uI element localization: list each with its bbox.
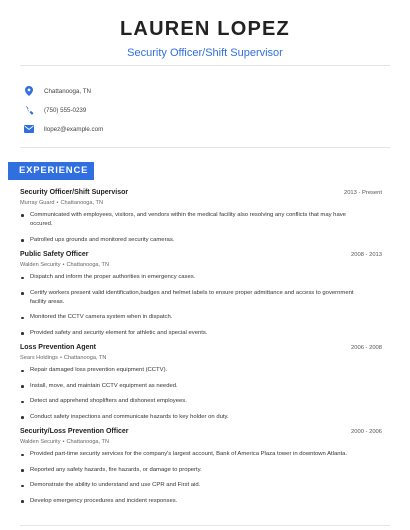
job-header xyxy=(20,344,382,354)
job-bullets xyxy=(20,450,382,506)
job-location: Chattanooga, TN xyxy=(66,262,109,269)
job-bullet: Install, move, and maintain CCTV equipment as needed. xyxy=(20,382,382,391)
job-location: Chattanooga, TN xyxy=(66,439,109,446)
location-text: Chattanooga, TN xyxy=(44,87,92,95)
job-bullet: Certify workers present valid identification,badges and helmet labels to ensure proper admittance and access to government facility areas. xyxy=(20,289,382,307)
job-bullet: Repair damaged loss prevention equipment (CCTV). xyxy=(20,366,382,375)
job-bullet: Monitored the CCTV camera system when in dispatch. xyxy=(20,313,382,322)
separator-dot: • xyxy=(56,200,59,206)
divider xyxy=(20,147,390,148)
job-dates: 2013 - Present xyxy=(343,190,382,196)
divider xyxy=(20,525,390,526)
job-title: Security/Loss Prevention Officer xyxy=(20,428,129,436)
job-bullets xyxy=(20,366,382,422)
job-bullet: Communicated with employees, visitors, and vendors within the medical facility also resolving any conflicts that may have occured. xyxy=(20,211,382,229)
job-dates: 2006 - 2008 xyxy=(351,345,382,352)
job-bullet: Provided part-time security services for the company's largest account, Bank of America Plaza tower in downtown Atlanta. xyxy=(20,450,382,459)
job-bullet: Provided safety and security element for athletic and special events. xyxy=(20,329,382,338)
separator-dot: • xyxy=(62,262,65,269)
job-title: Public Safety Officer xyxy=(20,251,89,259)
location-pin-icon xyxy=(22,84,36,98)
job-bullet: Develop emergency procedures and incident responses. xyxy=(20,497,382,506)
candidate-name: LAUREN LOPEZ xyxy=(120,18,290,40)
phone-text: (750) 555-0239 xyxy=(44,106,87,114)
job-location: Chattanooga, TN xyxy=(60,200,103,206)
job-bullet: Patrolled ups grounds and monitored security cameras. xyxy=(20,236,382,245)
envelope-icon xyxy=(22,122,36,136)
section-heading-experience: EXPERIENCE xyxy=(8,162,94,180)
job-title: Security Officer/Shift Supervisor xyxy=(20,189,129,196)
job-bullets xyxy=(20,273,382,338)
job-entry xyxy=(20,428,382,506)
job-header xyxy=(20,428,382,438)
job-company: Walden Security xyxy=(20,262,61,269)
job-company-line xyxy=(20,200,382,209)
job-company-line xyxy=(20,262,382,271)
job-company: Walden Security xyxy=(20,439,61,446)
job-header xyxy=(20,251,382,261)
email-text[interactable]: llopez@example.com xyxy=(44,125,104,133)
job-dates: 2000 - 2006 xyxy=(351,429,382,436)
job-entry xyxy=(20,251,382,338)
job-company: Murray Guard xyxy=(20,200,55,206)
divider xyxy=(20,65,390,66)
job-bullet: Detect and apprehend shoplifters and dishonest employees. xyxy=(20,397,382,406)
job-bullet: Conduct safety inspections and communicate hazards to key holder on duty. xyxy=(20,413,382,422)
job-dates: 2008 - 2013 xyxy=(351,252,382,259)
resume-header xyxy=(0,0,410,60)
job-entry xyxy=(20,189,382,245)
job-company-line xyxy=(20,355,382,364)
experience-list xyxy=(20,189,382,512)
contact-block xyxy=(20,82,103,139)
job-title: Loss Prevention Agent xyxy=(20,344,96,352)
separator-dot: • xyxy=(59,355,62,362)
separator-dot: • xyxy=(62,439,65,446)
job-header xyxy=(20,189,382,199)
job-bullet: Demonstrate the ability to understand and use CPR and First aid. xyxy=(20,481,382,490)
contact-phone xyxy=(20,101,103,119)
job-bullet: Reported any safety hazards, fire hazards, or damage to property. xyxy=(20,466,382,475)
job-bullet: Dispatch and inform the proper authorities in emergency cases. xyxy=(20,273,382,282)
contact-email[interactable] xyxy=(20,120,103,138)
job-entry xyxy=(20,344,382,422)
contact-location xyxy=(20,82,103,100)
job-company-line xyxy=(20,439,382,448)
job-location: Chattanooga, TN xyxy=(63,355,107,362)
job-bullets xyxy=(20,211,382,245)
job-company: Sears Holdings xyxy=(20,355,58,362)
candidate-title: Security Officer/Shift Supervisor xyxy=(127,47,283,59)
phone-icon xyxy=(22,103,36,117)
